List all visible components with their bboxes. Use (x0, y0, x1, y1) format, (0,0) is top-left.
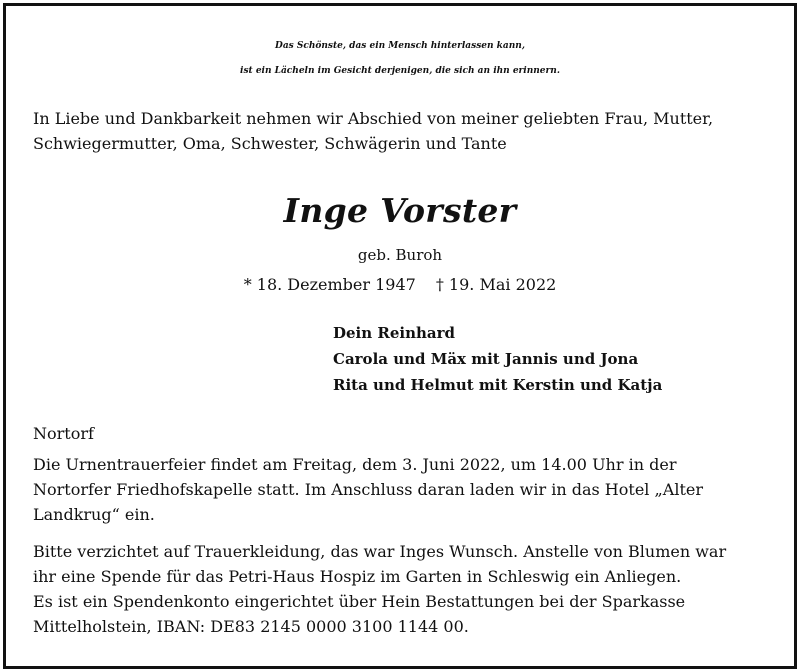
death-date: † 19. Mai 2022 (435, 275, 557, 294)
donation-line-2: ihr eine Spende für das Petri-Haus Hospiz im Garten in Schleswig ein Anliegen. (33, 567, 682, 586)
donation-details (33, 539, 778, 639)
mourners-list (333, 320, 662, 398)
place-name: Nortorf (33, 424, 94, 443)
funeral-details (33, 452, 773, 527)
mourner-entry: Rita und Helmut mit Kerstin und Katja (333, 376, 663, 394)
deceased-name: Inge Vorster (283, 191, 517, 230)
intro-line-2: Schwiegermutter, Oma, Schwester, Schwägerin und Tante (33, 134, 507, 153)
donation-line-3: Es ist ein Spendenkonto eingerichtet über Hein Bestattungen bei der Sparkasse (33, 592, 686, 611)
donation-line-1: Bitte verzichtet auf Trauerkleidung, das war Inges Wunsch. Anstelle von Blumen war (33, 542, 727, 561)
funeral-line-3: Landkrug“ ein. (33, 505, 155, 524)
quote-line-1: Das Schönste, das ein Mensch hinterlassen kann, (275, 41, 525, 51)
life-dates (0, 273, 800, 297)
quote-line-2: ist ein Lächeln im Gesicht derjenigen, die sich an ihn erinnern. (240, 66, 560, 76)
birth-date: * 18. Dezember 1947 (243, 275, 416, 294)
memorial-quote (0, 34, 800, 84)
mourner-entry: Carola und Mäx mit Jannis und Jona (333, 350, 639, 368)
funeral-line-2: Nortorfer Friedhofskapelle statt. Im Anschluss daran laden wir in das Hotel „Alter (33, 480, 703, 499)
intro-line-1: In Liebe und Dankbarkeit nehmen wir Abschied von meiner geliebten Frau, Mutter, (33, 109, 714, 128)
farewell-intro (33, 106, 773, 156)
funeral-line-1: Die Urnentrauerfeier findet am Freitag, dem 3. Juni 2022, um 14.00 Uhr in der (33, 455, 677, 474)
donation-line-4: Mittelholstein, IBAN: DE83 2145 0000 3100 1144 00. (33, 617, 469, 636)
mourner-entry: Dein Reinhard (333, 324, 456, 342)
maiden-name: geb. Buroh (357, 246, 443, 264)
